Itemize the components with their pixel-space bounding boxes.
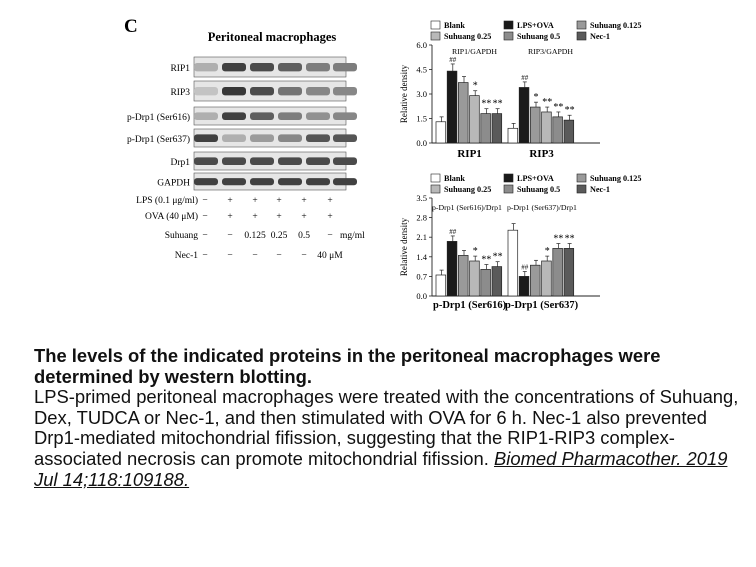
blot-band [333, 134, 357, 142]
significance-mark: ** [492, 251, 503, 263]
treatment-value: + [276, 196, 282, 206]
blot-band [250, 134, 274, 142]
rip-bar-chart [399, 21, 641, 160]
group-subtitle: p-Drp1 (Ser616)/Drp1 [432, 203, 502, 212]
legend-label: Suhuang 0.125 [590, 21, 642, 30]
treatment-value: + [301, 196, 307, 206]
blot-band [222, 134, 246, 142]
blot-band [250, 63, 274, 71]
y-tick-label: 3.0 [416, 89, 427, 99]
treatment-value: − [202, 212, 208, 222]
bar [492, 267, 502, 296]
treatment-value: + [252, 196, 258, 206]
treatment-label: Suhuang [164, 231, 198, 241]
treatment-unit: mg/ml [340, 231, 365, 241]
significance-mark: ## [521, 73, 529, 82]
treatment-value: − [252, 251, 258, 261]
treatment-value: + [227, 212, 233, 222]
blot-band [278, 87, 302, 95]
significance-mark: * [533, 92, 539, 104]
y-tick-label: 3.5 [416, 193, 427, 203]
treatment-value: − [327, 231, 333, 241]
legend-label: LPS+OVA [517, 21, 554, 30]
western-blot [127, 57, 357, 190]
treatment-value: 0.25 [270, 231, 288, 241]
treatment-table [136, 195, 365, 261]
blot-band [194, 63, 218, 71]
legend-label: Nec-1 [590, 185, 611, 194]
bar [519, 276, 529, 296]
group-subtitle: RIP1/GAPDH [452, 47, 498, 56]
y-tick-label: 1.4 [416, 251, 427, 262]
treatment-value: + [276, 212, 282, 222]
significance-mark: ## [449, 55, 457, 64]
caption-title: The levels of the indicated proteins in the peritoneal macrophages were determined by western blotting. [34, 345, 661, 387]
treatment-value: 40 μM [317, 251, 343, 261]
blot-band [333, 157, 357, 165]
blot-band [222, 112, 246, 120]
bar [458, 83, 468, 143]
bar [436, 275, 446, 296]
blot-band [194, 178, 218, 185]
category-label: p-Drp1 (Ser616) [432, 300, 507, 311]
bar [508, 230, 518, 296]
legend-swatch [577, 185, 586, 193]
legend-label: LPS+OVA [517, 174, 554, 183]
treatment-value: + [327, 212, 333, 222]
treatment-value: + [301, 212, 307, 222]
figure-caption [34, 346, 746, 490]
significance-mark: ** [553, 101, 564, 113]
category-label: p-Drp1 (Ser637) [504, 300, 579, 311]
blot-band [194, 87, 218, 95]
group-subtitle: p-Drp1 (Ser637)/Drp1 [507, 203, 577, 212]
significance-mark: ** [492, 98, 503, 110]
y-axis-label: Relative density [399, 64, 409, 124]
treatment-value: 0.125 [244, 231, 266, 241]
legend-swatch [504, 32, 513, 40]
bar [481, 269, 491, 296]
bar [470, 96, 480, 143]
blot-row-label: RIP3 [170, 88, 190, 98]
blot-band [250, 112, 274, 120]
y-axis-label: Relative density [399, 217, 409, 277]
legend-label: Suhuang 0.5 [517, 185, 561, 194]
blot-band [306, 157, 330, 165]
bar [470, 261, 480, 296]
y-tick-label: 0.0 [416, 291, 427, 301]
blot-row-label: p-Drp1 (Ser637) [126, 135, 190, 145]
blot-band [278, 112, 302, 120]
legend-swatch [431, 174, 440, 182]
category-label: RIP3 [529, 148, 554, 160]
bar [530, 107, 540, 143]
blot-band [222, 87, 246, 95]
legend-swatch [431, 32, 440, 40]
bar [542, 112, 552, 143]
blot-band [333, 63, 357, 71]
blot-band [278, 134, 302, 142]
treatment-value: − [202, 196, 208, 206]
blot-band [278, 157, 302, 165]
treatment-value: − [202, 251, 208, 261]
blot-band [250, 178, 274, 185]
treatment-value: − [202, 231, 208, 241]
blot-band [194, 157, 218, 165]
significance-mark: ** [564, 105, 575, 117]
blot-band [278, 178, 302, 185]
bar [508, 128, 518, 143]
blot-band [222, 178, 246, 185]
significance-mark: ## [521, 263, 529, 272]
treatment-label: LPS (0.1 μg/ml) [136, 196, 198, 206]
bar [436, 122, 446, 143]
significance-mark: ** [542, 97, 553, 109]
blot-band [333, 178, 357, 185]
panel-letter: C [124, 16, 138, 37]
significance-mark: * [472, 80, 478, 92]
blot-row-label: GAPDH [157, 178, 190, 189]
significance-mark: ** [564, 233, 575, 245]
legend-label: Nec-1 [590, 32, 611, 41]
treatment-value: 0.5 [298, 231, 310, 241]
legend-label: Suhuang 0.125 [590, 174, 642, 183]
legend-label: Suhuang 0.25 [444, 32, 492, 41]
y-tick-label: 0.0 [416, 138, 427, 148]
blot-band [222, 63, 246, 71]
y-tick-label: 1.5 [416, 113, 427, 124]
blot-band [278, 63, 302, 71]
significance-mark: * [544, 246, 550, 258]
legend-label: Suhuang 0.25 [444, 185, 492, 194]
bar [564, 120, 574, 143]
bar [447, 241, 457, 296]
citation-link[interactable]: Biomed Pharmacother. 2019 Jul 14;118:109188. [34, 447, 728, 490]
treatment-label: OVA (40 μM) [145, 212, 198, 222]
bar [530, 265, 540, 296]
blot-band [333, 112, 357, 120]
blot-band [194, 134, 218, 142]
blot-band [306, 112, 330, 120]
significance-mark: ** [481, 98, 492, 110]
treatment-value: − [227, 251, 233, 261]
legend-swatch [504, 174, 513, 182]
significance-mark: ** [553, 233, 564, 245]
significance-mark: ## [449, 227, 457, 236]
blot-band [194, 112, 218, 120]
blot-band [306, 87, 330, 95]
blot-row-label: p-Drp1 (Ser616) [126, 113, 190, 123]
blot-band [222, 157, 246, 165]
category-label: RIP1 [457, 148, 482, 160]
treatment-value: − [301, 251, 307, 261]
legend-swatch [577, 174, 586, 182]
blot-row-label: Drp1 [170, 158, 190, 168]
legend-swatch [577, 21, 586, 29]
drp1-bar-chart [399, 174, 641, 311]
group-subtitle: RIP3/GAPDH [528, 47, 574, 56]
caption-body-text: LPS-primed peritoneal macrophages were treated with the concentrations of Suhuang, Dex, TUDCA or Nec-1, and then stimulated with OVA for 6 h. Nec-1 also prevented Drp1-mediated mitochondrial fifission, suggesting that the RIP1-RIP3 complex-associated necrosis can promote mitochondrial fifission. [34, 386, 739, 469]
y-tick-label: 2.1 [416, 232, 427, 243]
y-tick-label: 4.5 [416, 64, 427, 75]
legend-swatch [504, 185, 513, 193]
bar [458, 255, 468, 296]
y-tick-label: 6.0 [416, 40, 427, 50]
treatment-value: + [227, 196, 233, 206]
bar [542, 261, 552, 296]
blot-band [250, 87, 274, 95]
blot-band [306, 63, 330, 71]
blot-title: Peritoneal macrophages [207, 30, 337, 44]
treatment-value: + [327, 196, 333, 206]
bar [447, 71, 457, 143]
legend-swatch [431, 21, 440, 29]
blot-band [306, 178, 330, 185]
bar [519, 87, 529, 143]
y-tick-label: 2.8 [416, 212, 427, 223]
legend-label: Blank [444, 21, 465, 30]
legend-label: Blank [444, 174, 465, 183]
bar [481, 114, 491, 143]
legend-swatch [431, 185, 440, 193]
blot-band [306, 134, 330, 142]
treatment-value: − [227, 231, 233, 241]
bar [553, 248, 563, 296]
y-tick-label: 0.7 [416, 271, 427, 282]
significance-mark: ** [481, 254, 492, 266]
blot-row-label: RIP1 [170, 64, 190, 74]
blot-band [333, 87, 357, 95]
blot-band [250, 157, 274, 165]
treatment-label: Nec-1 [174, 251, 198, 261]
legend-swatch [577, 32, 586, 40]
significance-mark: * [472, 246, 478, 258]
treatment-value: + [252, 212, 258, 222]
bar [553, 117, 563, 143]
legend-label: Suhuang 0.5 [517, 32, 561, 41]
treatment-value: − [276, 251, 282, 261]
bar [564, 248, 574, 296]
caption-body [34, 387, 746, 490]
legend-swatch [504, 21, 513, 29]
bar [492, 114, 502, 143]
